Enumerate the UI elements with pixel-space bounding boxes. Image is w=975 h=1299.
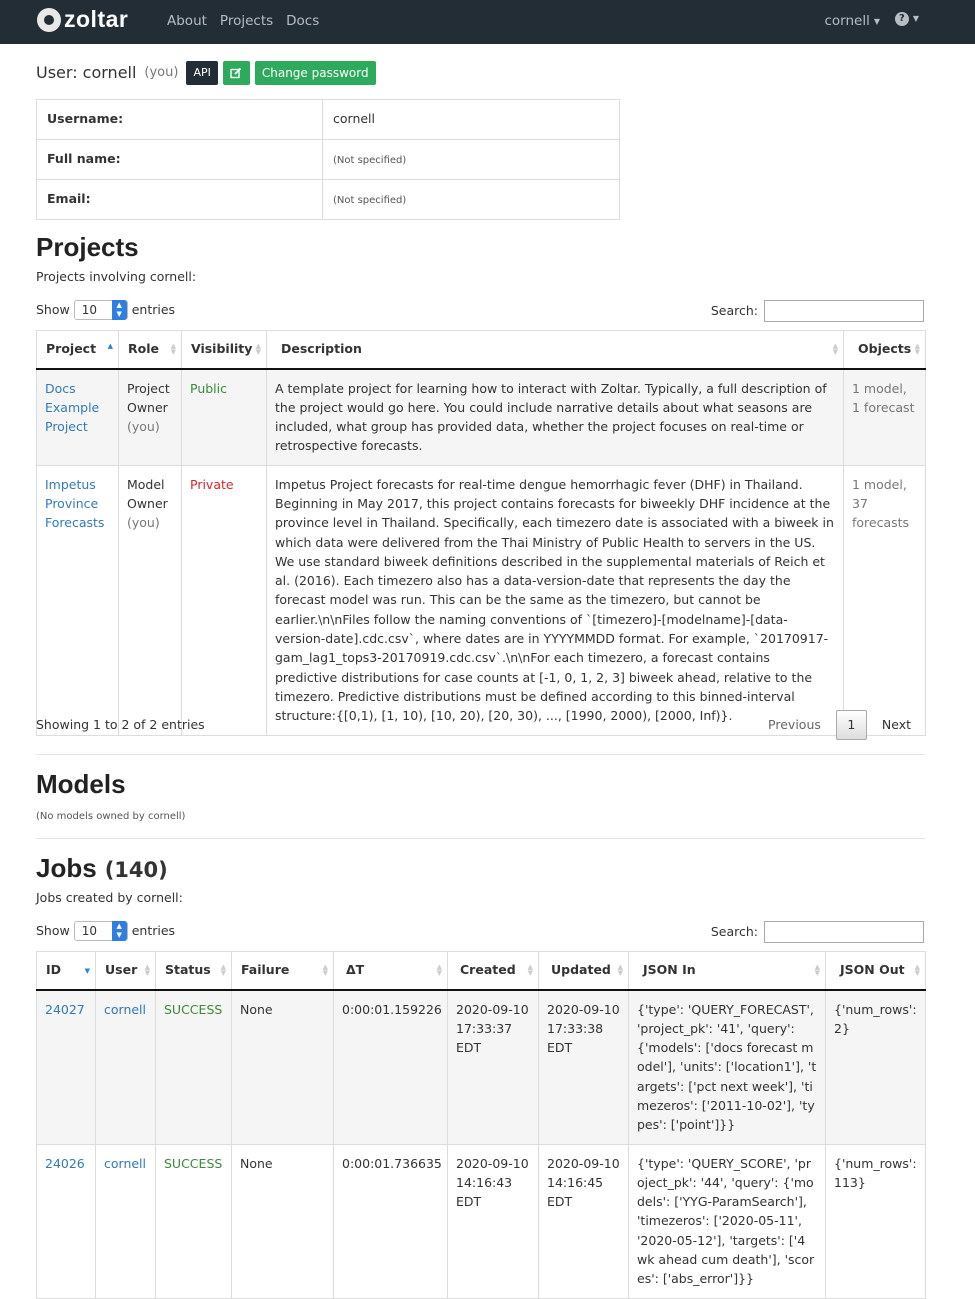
sort-icon: ▲ ▼ <box>914 963 920 977</box>
role-you: (you) <box>127 515 160 531</box>
user-info-row <box>37 140 620 180</box>
job-status: SUCCESS <box>164 1001 223 1017</box>
sort-icon: ▲ ▼ <box>814 963 820 977</box>
entries-label: entries <box>131 301 176 317</box>
project-role: Project Owner <box>127 380 170 415</box>
col-header-created[interactable]: Created ▲ ▼ <box>448 952 539 990</box>
jobs-heading: Jobs <box>36 853 97 883</box>
next-button[interactable]: Next <box>881 716 911 732</box>
col-header-objects[interactable]: Objects ▲ ▼ <box>844 331 926 369</box>
jobs-length-control <box>36 921 175 941</box>
col-header-id[interactable]: ID ▼ <box>37 952 96 990</box>
sort-icon: ▲ ▼ <box>436 963 442 977</box>
col-header-updated[interactable]: Updated ▲ ▼ <box>539 952 629 990</box>
jobs-heading-wrap <box>36 850 168 888</box>
job-json-out: {'num_rows': 2} <box>826 990 926 1145</box>
nav-projects-link[interactable]: Projects <box>219 13 274 29</box>
user-menu-label: cornell <box>824 13 870 29</box>
job-json-in: {'type': 'QUERY_FORECAST', 'project_pk': '41', 'query': {'models': ['docs forecast model'], 'units': ['location1'], 'targets': ['pct next week'], 'timezeros': ['2011-10-02'], 'types': ['point']}} <box>629 990 826 1145</box>
job-delta-t: 0:00:01.159226 <box>334 990 448 1145</box>
user-info-table <box>36 99 620 220</box>
job-user-link[interactable]: cornell <box>104 1001 146 1017</box>
sort-asc-icon: ▲ <box>107 342 113 350</box>
job-id-link[interactable]: 24026 <box>45 1155 85 1171</box>
username-value: cornell <box>323 100 620 140</box>
jobs-subtitle: Jobs created by cornell: <box>36 890 183 905</box>
job-json-in: {'type': 'QUERY_SCORE', 'project_pk': '44', 'query': {'models': ['YYG-ParamSearch'], 'timezeros': ['2020-05-11', '2020-05-12'], 'targets': ['4 wk ahead cum death'], 'scores': ['abs_error']}} <box>629 1144 826 1298</box>
project-visibility: Private <box>190 476 234 492</box>
job-status: SUCCESS <box>164 1155 223 1171</box>
col-header-delta-t[interactable]: ΔT ▲ ▼ <box>334 952 448 990</box>
projects-search-input[interactable] <box>764 300 924 322</box>
sort-icon: ▲ ▼ <box>255 342 261 356</box>
project-link[interactable]: Impetus Province Forecasts <box>45 476 105 531</box>
sort-icon: ▲ ▼ <box>527 963 533 977</box>
search-label: Search: <box>710 923 758 939</box>
job-failure: None <box>232 990 334 1145</box>
sort-icon: ▲ ▼ <box>832 342 838 356</box>
select-arrows-icon: ▲ ▼ <box>112 300 127 320</box>
col-header-status[interactable]: Status ▲ ▼ <box>156 952 232 990</box>
full-name-value: (Not specified) <box>333 155 407 167</box>
project-objects: 1 model, 1 forecast <box>852 380 915 415</box>
col-header-failure[interactable]: Failure ▲ ▼ <box>232 952 334 990</box>
project-objects: 1 model, 37 forecasts <box>852 476 910 531</box>
page-1-button[interactable]: 1 <box>836 710 867 740</box>
project-description: Impetus Project forecasts for real-time dengue hemorrhagic fever (DHF) in Thailand. Beginning in May 2017, this project contains forecasts for biweekly DHF incidence at the province level in Thailand. Specifically, each timezero date is associated with a biweek in which data were delivered from the Thai Ministry of Public Health to servers in the US. We use standard biweek definitions described in the supplemental materials of Reich et al. (2016). Each timezero also has a data-version-date that represents the day the forecast model was run. This can be the same as the timezero, but cannot be earlier.\n\nFiles follow the naming conventions of `[timezero]-[modelname]-[data-version-date].cdc.csv`, where dates are in YYYYMMDD format. For example, `20170917-gam_lag1_tops3-20170919.cdc.csv`.\n\nFor each timezero, a forecast contains predictive distributions for case counts at [-1, 0, 1, 2, 3] biweek ahead, relative to the timezero. Predictive distributions must be defined according to this binned-interval structure:{[0,1), [1, 10), [10, 20), [20, 30), ..., [1990, 2000), [2000, Inf)}. <box>267 465 844 735</box>
nav-docs-link[interactable]: Docs <box>286 13 320 29</box>
divider <box>36 754 925 755</box>
jobs-search-input[interactable] <box>764 921 924 943</box>
entries-value: 10 <box>81 303 98 317</box>
project-link[interactable]: Docs Example Project <box>45 380 100 435</box>
job-created: 2020-09-10 17:33:37 EDT <box>448 990 539 1145</box>
user-info-row <box>37 180 620 220</box>
projects-length-control <box>36 300 175 320</box>
email-value: (Not specified) <box>333 195 407 207</box>
change-password-button[interactable]: Change password <box>255 61 376 85</box>
col-header-role[interactable]: Role ▲ ▼ <box>119 331 182 369</box>
col-header-description[interactable]: Description ▲ ▼ <box>267 331 844 369</box>
edit-icon <box>230 67 242 79</box>
brand-link[interactable] <box>37 5 128 35</box>
caret-down-icon: ▼ <box>873 16 880 26</box>
job-created: 2020-09-10 14:16:43 EDT <box>448 1144 539 1298</box>
col-header-json-in[interactable]: JSON In ▲ ▼ <box>629 952 826 990</box>
full-name-label: Full name: <box>37 140 323 180</box>
you-tag: (you) <box>144 64 179 80</box>
user-title: User: cornell <box>36 63 137 83</box>
projects-header-row <box>37 331 926 369</box>
table-row <box>37 369 926 466</box>
col-header-user[interactable]: User ▲ ▼ <box>96 952 156 990</box>
job-user-link[interactable]: cornell <box>104 1155 146 1171</box>
sort-icon: ▲ ▼ <box>144 963 150 977</box>
projects-table <box>36 330 926 736</box>
job-json-out: {'num_rows': 113} <box>826 1144 926 1298</box>
user-info-row <box>37 100 620 140</box>
sort-icon: ▲ ▼ <box>220 963 226 977</box>
user-header <box>36 61 376 85</box>
jobs-header-row <box>37 952 926 990</box>
projects-subtitle: Projects involving cornell: <box>36 269 197 284</box>
role-you: (you) <box>127 419 160 435</box>
entries-value: 10 <box>81 924 98 938</box>
projects-info: Showing 1 to 2 of 2 entries <box>36 717 205 732</box>
email-label: Email: <box>37 180 323 220</box>
table-row <box>37 465 926 735</box>
jobs-search <box>711 921 924 943</box>
table-row <box>37 990 926 1145</box>
project-role: Model Owner <box>127 476 168 511</box>
api-button[interactable]: API <box>186 61 217 85</box>
question-circle-icon: ? <box>895 12 909 26</box>
job-updated: 2020-09-10 14:16:45 EDT <box>539 1144 629 1298</box>
job-delta-t: 0:00:01.736635 <box>334 1144 448 1298</box>
nav-about-link[interactable]: About <box>167 13 207 29</box>
sort-icon: ▲ ▼ <box>914 342 920 356</box>
job-failure: None <box>232 1144 334 1298</box>
project-description: A template project for learning how to interact with Zoltar. Typically, a full description of the project would go here. You could include narrative details about what seasons are included, what group has provided data, whether the project focuses on real-time or retrospective forecasts. <box>267 369 844 466</box>
sort-icon: ▲ ▼ <box>617 963 623 977</box>
table-row <box>37 1144 926 1298</box>
zoltar-logo-icon <box>37 8 61 32</box>
sort-desc-icon: ▼ <box>84 967 90 975</box>
search-label: Search: <box>710 302 758 318</box>
username-label: Username: <box>37 100 323 140</box>
jobs-count: (140) <box>104 858 168 882</box>
entries-label: entries <box>131 922 176 938</box>
projects-entries-select[interactable] <box>74 300 128 320</box>
project-visibility: Public <box>190 380 227 396</box>
edit-user-button[interactable] <box>223 61 250 85</box>
divider <box>36 838 925 839</box>
select-arrows-icon: ▲ ▼ <box>112 921 127 941</box>
projects-heading: Projects <box>36 232 139 262</box>
previous-button[interactable]: Previous <box>768 716 821 732</box>
col-header-project[interactable]: Project ▲ <box>37 331 119 369</box>
jobs-entries-select[interactable] <box>74 921 128 941</box>
brand-name: zoltar <box>64 6 129 33</box>
job-id-link[interactable]: 24027 <box>45 1001 85 1017</box>
col-header-json-out[interactable]: JSON Out ▲ ▼ <box>826 952 926 990</box>
caret-down-icon: ▼ <box>912 14 919 24</box>
user-menu-toggle[interactable] <box>824 12 880 32</box>
projects-pagination <box>768 710 911 740</box>
navbar <box>0 0 975 44</box>
sort-icon: ▲ ▼ <box>322 963 328 977</box>
nav-links <box>167 12 319 32</box>
models-note: (No models owned by cornell) <box>36 811 186 822</box>
projects-search <box>711 300 924 322</box>
col-header-visibility[interactable]: Visibility ▲ ▼ <box>182 331 267 369</box>
models-heading: Models <box>36 769 126 799</box>
jobs-table <box>36 951 926 1299</box>
show-label: Show <box>36 922 70 938</box>
sort-icon: ▲ ▼ <box>170 342 176 356</box>
show-label: Show <box>36 301 70 317</box>
job-updated: 2020-09-10 17:33:38 EDT <box>539 990 629 1145</box>
help-menu-toggle[interactable] <box>895 12 919 26</box>
